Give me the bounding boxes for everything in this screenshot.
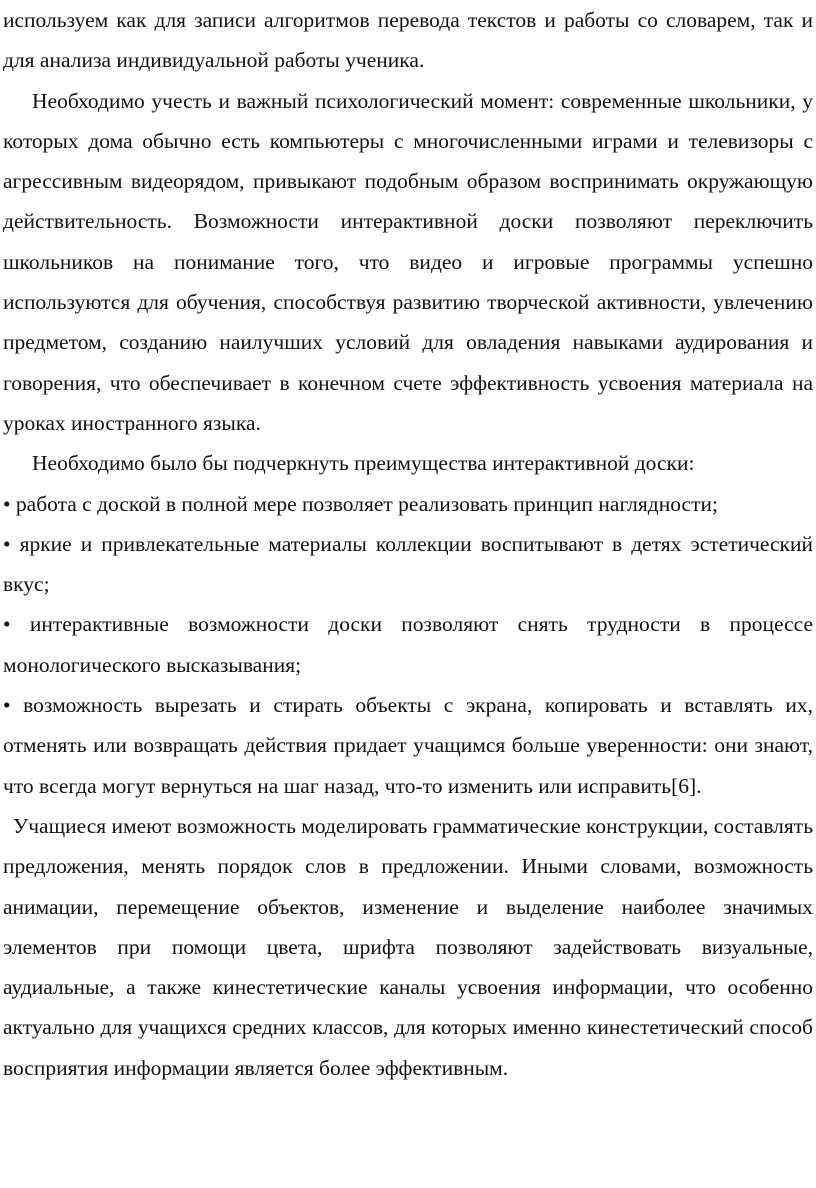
bullet-item-aesthetic-taste: • яркие и привлекательные материалы коллекции воспитывают в детях эстетический вкус; (3, 531, 813, 597)
paragraph-advantages-intro: Необходимо было бы подчеркнуть преимущества интерактивной доски: (32, 451, 695, 476)
bullet-item-undo-actions: • возможность вырезать и стирать объекты с экрана, копировать и вставлять их, отменять или возвращать действия придает учащимся больше уверенности: они знают, что всегда могут вернуться на шаг назад, что-то изменить или исправить[6]. (3, 693, 813, 798)
paragraph-grammar-modeling: Учащиеся имеют возможность моделировать грамматические конструкции, составлять предложения, менять порядок слов в предложении. Иными словами, возможность анимации, перемещение объектов, изменение и выделение наиболее значимых элементов при помощи цвета, шрифта позволяют задействовать визуальные, аудиальные, а также кинестетические каналы усвоения информации, что особенно актуально для учащихся средних классов, для которых именно кинестетический способ восприятия информации является более эффективным. (3, 813, 814, 1080)
paragraph-continuation: используем как для записи алгоритмов перевода текстов и работы со словарем, так и для анализа индивидуальной работы ученика. (3, 8, 813, 73)
document-page (3, 0, 813, 1088)
bullet-item-monologue: • интерактивные возможности доски позволяют снять трудности в процессе монологического высказывания; (3, 612, 813, 677)
paragraph-psychological-moment: Необходимо учесть и важный психологический момент: современные школьники, у которых дома обычно есть компьютеры с многочисленными играми и телевизоры с агрессивным видеорядом, привыкают подобным образом воспринимать окружающую действительность. Возможности интерактивной доски позволяют переключить школьников на понимание того, что видео и игровые программы успешно используются для обучения, способствуя развитию творческой активности, увлечению предметом, созданию наилучших условий для овладения навыками аудирования и говорения, что обеспечивает в конечном счете эффективность усвоения материала на уроках иностранного языка. (3, 88, 813, 435)
bullet-item-visualization: • работа с доской в полной мере позволяет реализовать принцип наглядности; (3, 491, 718, 516)
